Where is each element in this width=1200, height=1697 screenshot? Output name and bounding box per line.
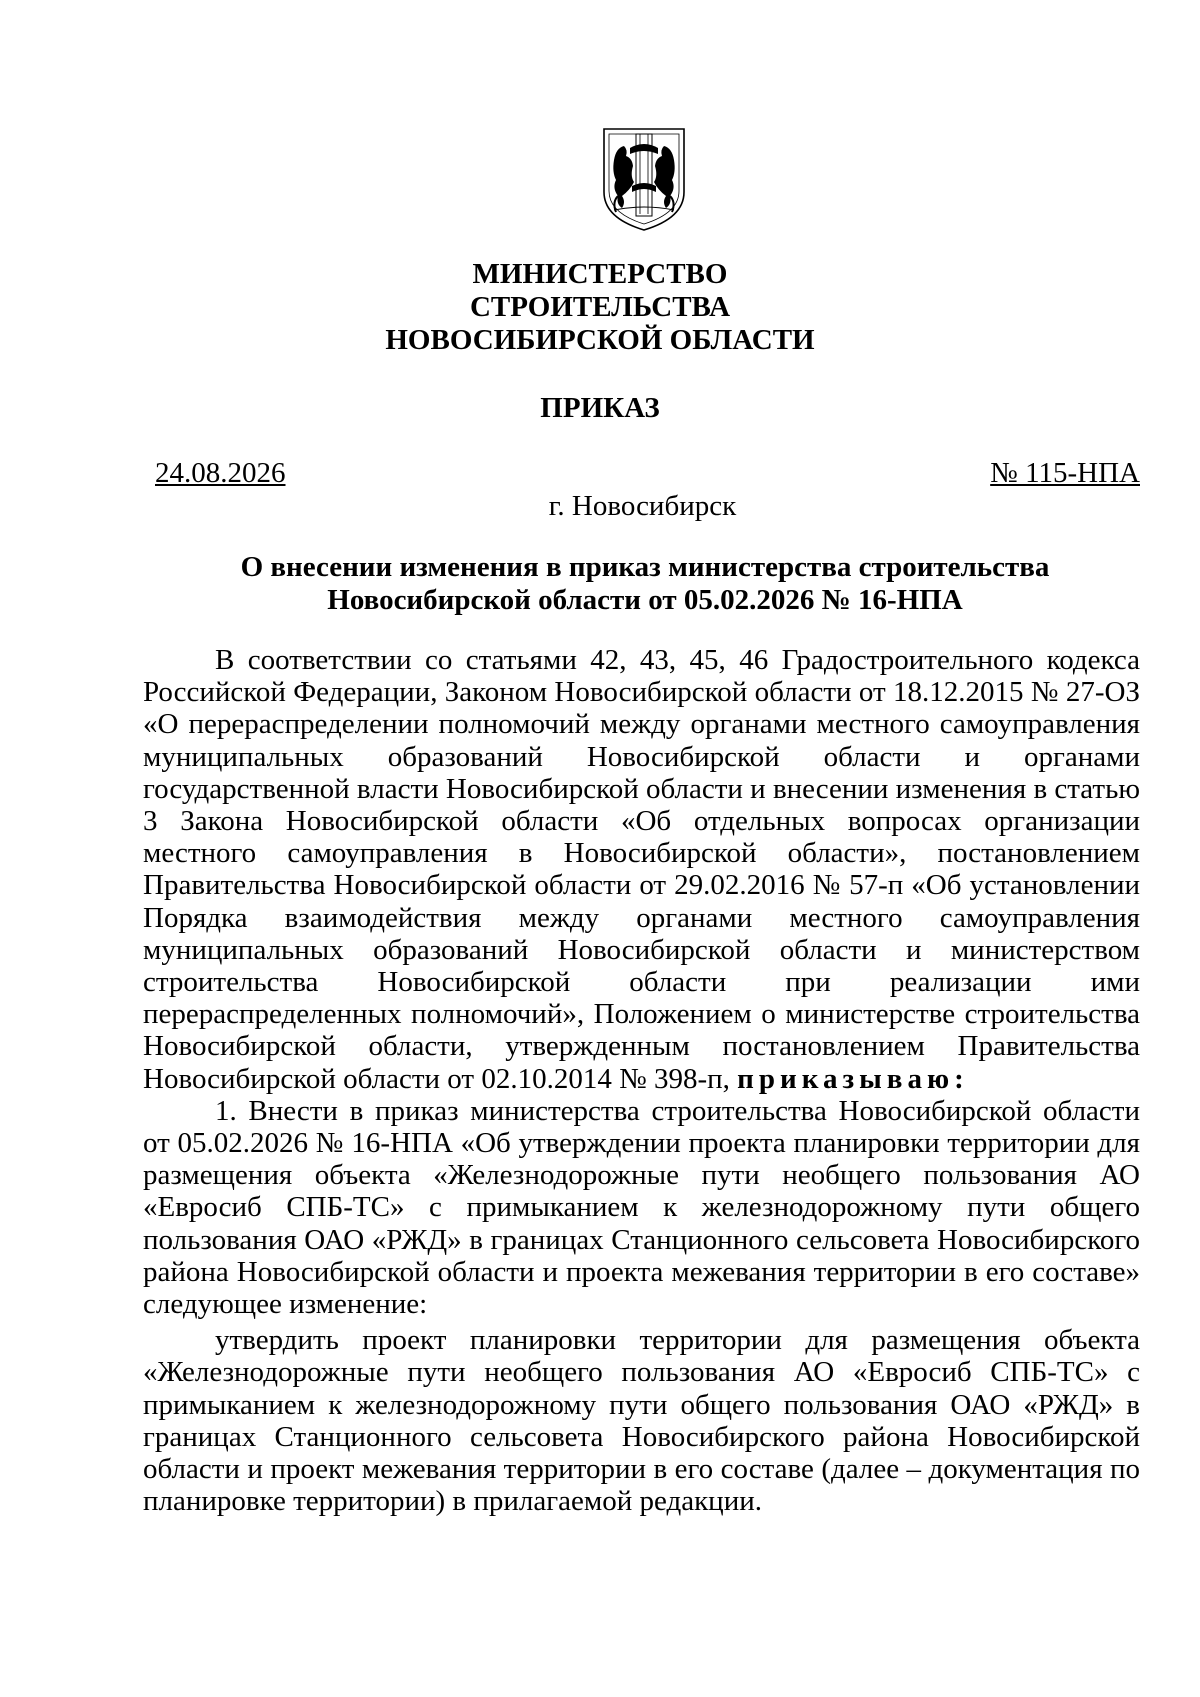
preamble-text: В соответствии со статьями 42, 43, 45, 46 Градостроительного кодекса Российской Федерации, Законом Новосибирской области от 18.12.2015 № 27-ОЗ «О перераспределении полномочий между органами местного самоуправления муниципальных образований Новосибирской области и органами государственной власти Новосибирской области и внесении изменения в статью 3 Закона Новосибирской области «Об отдельных вопросах организации местного самоуправления в Новосибирской области», постановлением Правительства Новосибирской области от 29.02.2016 № 57-п «Об установлении Порядка взаимодействия между органами местного самоуправления муниципальных образований Новосибирской области и министерством строительства Новосибирской области при реализации ими перераспределенных полномочий», Положением о министерстве строительства Новосибирской области, утвержденным постановлением Правительства Новосибирской области от 02.10.2014 № 398-п, — [143, 644, 1140, 1095]
preamble-paragraph — [143, 644, 1140, 1095]
city-name: г. Новосибирск — [548, 490, 737, 522]
ministry-header — [0, 258, 1200, 357]
order-subject: О внесении изменения в приказ министерства строительства Новосибирской области от 05.02.2026 № 16-НПА — [240, 551, 1050, 616]
coat-of-arms-icon — [600, 126, 688, 232]
document-body — [143, 644, 1140, 1517]
clause-1-paragraph: 1. Внести в приказ министерства строительства Новосибирской области от 05.02.2026 № 16-НПА «Об утверждении проекта планировки территории для размещения объекта «Железнодорожные пути необщего пользования АО «Евросиб СПБ-ТС» с примыканием к железнодорожному пути общего пользования ОАО «РЖД» в границах Станционного сельсовета Новосибирского района Новосибирской области и проекта межевания территории в его составе» следующее изменение: — [143, 1094, 1140, 1321]
ministry-line-1: МИНИСТЕРСТВО — [472, 258, 728, 290]
ministry-line-3: НОВОСИБИРСКОЙ ОБЛАСТИ — [385, 324, 815, 356]
order-number: № 115-НПА — [990, 457, 1140, 489]
clause-1-content-paragraph: утвердить проект планировки территории для размещения объекта «Железнодорожные пути необщего пользования АО «Евросиб СПБ-ТС» с примыканием к железнодорожному пути общего пользования ОАО «РЖД» в границах Станционного сельсовета Новосибирского района Новосибирской области и проект межевания территории в его составе (далее – документация по планировке территории) в прилагаемой редакции. — [143, 1324, 1140, 1518]
ministry-line-2: СТРОИТЕЛЬСТВА — [469, 291, 731, 323]
order-date: 24.08.2026 — [155, 457, 286, 489]
document-type-title: ПРИКАЗ — [540, 392, 660, 424]
order-word: приказываю: — [737, 1062, 969, 1095]
